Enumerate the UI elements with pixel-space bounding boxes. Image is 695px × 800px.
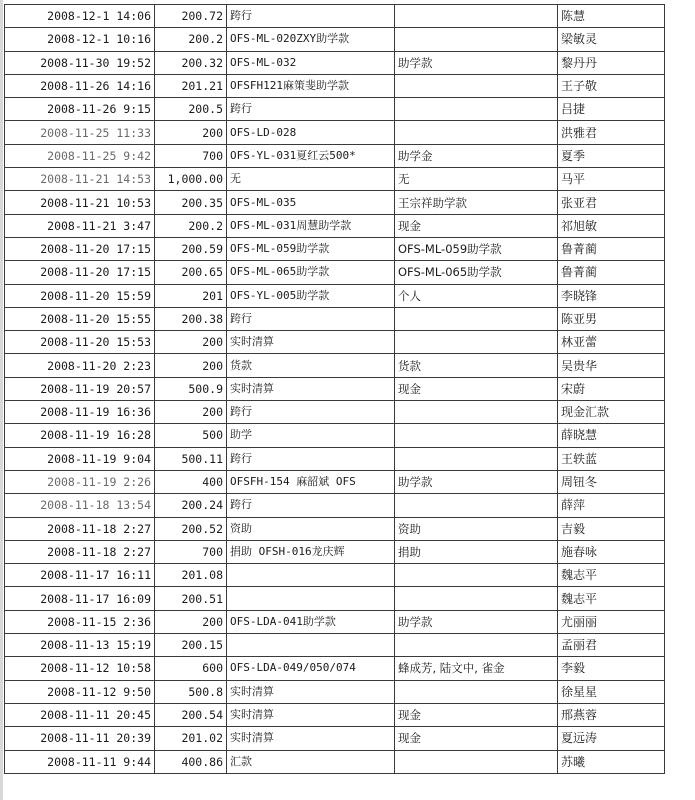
- payer-name-cell: 梁敏灵: [558, 28, 665, 51]
- purpose-cell: 现金: [395, 377, 558, 400]
- description-cell: 助学: [227, 424, 395, 447]
- table-row: [5, 191, 665, 214]
- purpose-cell: 资助: [395, 517, 558, 540]
- description-cell: OFS-ML-065助学款: [227, 261, 395, 284]
- transaction-time-cell: 2008-11-19 16:36: [5, 401, 155, 424]
- amount-cell: 600: [155, 657, 227, 680]
- table-row: [5, 307, 665, 330]
- amount-cell: 200: [155, 610, 227, 633]
- purpose-cell: 货款: [395, 354, 558, 377]
- transaction-time-cell: 2008-11-12 10:58: [5, 657, 155, 680]
- amount-cell: 200.38: [155, 307, 227, 330]
- description-cell: OFS-ML-020ZXY助学款: [227, 28, 395, 51]
- description-cell: 跨行: [227, 307, 395, 330]
- purpose-cell: [395, 307, 558, 330]
- table-row: [5, 634, 665, 657]
- payer-name-cell: 马平: [558, 168, 665, 191]
- description-cell: 跨行: [227, 5, 395, 28]
- description-cell: OFS-YL-005助学款: [227, 284, 395, 307]
- payer-name-cell: 苏曦: [558, 750, 665, 773]
- purpose-cell: 个人: [395, 284, 558, 307]
- amount-cell: 200.72: [155, 5, 227, 28]
- table-row: [5, 517, 665, 540]
- payer-name-cell: 现金汇款: [558, 401, 665, 424]
- purpose-cell: 助学金: [395, 144, 558, 167]
- transaction-time-cell: 2008-11-30 19:52: [5, 51, 155, 74]
- table-row: [5, 121, 665, 144]
- payer-name-cell: 陈亚男: [558, 307, 665, 330]
- description-cell: 货款: [227, 354, 395, 377]
- transaction-time-cell: 2008-11-17 16:11: [5, 564, 155, 587]
- payer-name-cell: 薛晓慧: [558, 424, 665, 447]
- description-cell: 跨行: [227, 447, 395, 470]
- transaction-time-cell: 2008-11-20 15:59: [5, 284, 155, 307]
- payer-name-cell: 鲁菁蔺: [558, 261, 665, 284]
- purpose-cell: [395, 98, 558, 121]
- description-cell: 汇款: [227, 750, 395, 773]
- transaction-time-cell: 2008-11-18 13:54: [5, 494, 155, 517]
- payer-name-cell: 洪雅君: [558, 121, 665, 144]
- transaction-time-cell: 2008-11-18 2:27: [5, 517, 155, 540]
- transaction-time-cell: 2008-11-21 10:53: [5, 191, 155, 214]
- purpose-cell: [395, 634, 558, 657]
- description-cell: 实时清算: [227, 703, 395, 726]
- purpose-cell: 王宗祥助学款: [395, 191, 558, 214]
- transaction-time-cell: 2008-11-21 3:47: [5, 214, 155, 237]
- transaction-time-cell: 2008-11-13 15:19: [5, 634, 155, 657]
- payer-name-cell: 尤丽丽: [558, 610, 665, 633]
- payer-name-cell: 施春咏: [558, 540, 665, 563]
- payer-name-cell: 吉毅: [558, 517, 665, 540]
- amount-cell: 200.35: [155, 191, 227, 214]
- description-cell: [227, 634, 395, 657]
- description-cell: 实时清算: [227, 331, 395, 354]
- table-row: [5, 610, 665, 633]
- purpose-cell: [395, 680, 558, 703]
- amount-cell: 200.24: [155, 494, 227, 517]
- payer-name-cell: 王子敬: [558, 74, 665, 97]
- purpose-cell: [395, 447, 558, 470]
- description-cell: 捐助 OFSH-016龙庆辉: [227, 540, 395, 563]
- transaction-time-cell: 2008-11-25 9:42: [5, 144, 155, 167]
- description-cell: OFS-ML-032: [227, 51, 395, 74]
- purpose-cell: [395, 494, 558, 517]
- table-row: [5, 237, 665, 260]
- amount-cell: 200.52: [155, 517, 227, 540]
- payer-name-cell: 黎丹丹: [558, 51, 665, 74]
- amount-cell: 500.8: [155, 680, 227, 703]
- payer-name-cell: 吕捷: [558, 98, 665, 121]
- description-cell: OFS-ML-035: [227, 191, 395, 214]
- amount-cell: 200: [155, 354, 227, 377]
- table-row: [5, 354, 665, 377]
- amount-cell: 200.65: [155, 261, 227, 284]
- payer-name-cell: 周钮冬: [558, 470, 665, 493]
- purpose-cell: [395, 5, 558, 28]
- transaction-time-cell: 2008-12-1 10:16: [5, 28, 155, 51]
- transaction-time-cell: 2008-11-11 9:44: [5, 750, 155, 773]
- description-cell: [227, 587, 395, 610]
- table-row: [5, 447, 665, 470]
- table-row: [5, 144, 665, 167]
- description-cell: OFS-ML-059助学款: [227, 237, 395, 260]
- payer-name-cell: 夏远涛: [558, 727, 665, 750]
- transaction-time-cell: 2008-11-19 9:04: [5, 447, 155, 470]
- description-cell: OFS-YL-031夏红云500*: [227, 144, 395, 167]
- payer-name-cell: 邢燕蓉: [558, 703, 665, 726]
- amount-cell: 200.2: [155, 214, 227, 237]
- table-row: [5, 727, 665, 750]
- payer-name-cell: 徐星星: [558, 680, 665, 703]
- purpose-cell: 现金: [395, 727, 558, 750]
- transaction-time-cell: 2008-11-15 2:36: [5, 610, 155, 633]
- description-cell: OFSFH-154 麻韶斌 OFS: [227, 470, 395, 493]
- payer-name-cell: 鲁菁蔺: [558, 237, 665, 260]
- description-cell: OFS-ML-031周慧助学款: [227, 214, 395, 237]
- description-cell: 跨行: [227, 494, 395, 517]
- transaction-time-cell: 2008-12-1 14:06: [5, 5, 155, 28]
- amount-cell: 201.21: [155, 74, 227, 97]
- transaction-time-cell: 2008-11-26 9:15: [5, 98, 155, 121]
- purpose-cell: 助学款: [395, 610, 558, 633]
- table-row: [5, 284, 665, 307]
- purpose-cell: [395, 331, 558, 354]
- table-row: [5, 587, 665, 610]
- transaction-time-cell: 2008-11-12 9:50: [5, 680, 155, 703]
- purpose-cell: 蜂成芳, 陆文中, 雀金: [395, 657, 558, 680]
- amount-cell: 200.15: [155, 634, 227, 657]
- description-cell: 实时清算: [227, 727, 395, 750]
- payer-name-cell: 陈慧: [558, 5, 665, 28]
- purpose-cell: [395, 121, 558, 144]
- transaction-time-cell: 2008-11-11 20:39: [5, 727, 155, 750]
- payer-name-cell: 宋蔚: [558, 377, 665, 400]
- purpose-cell: [395, 28, 558, 51]
- description-cell: OFS-LD-028: [227, 121, 395, 144]
- amount-cell: 1,000.00: [155, 168, 227, 191]
- table-row: [5, 657, 665, 680]
- amount-cell: 200.51: [155, 587, 227, 610]
- table-row: [5, 564, 665, 587]
- purpose-cell: [395, 750, 558, 773]
- table-row: [5, 74, 665, 97]
- table-row: [5, 470, 665, 493]
- description-cell: 无: [227, 168, 395, 191]
- purpose-cell: 无: [395, 168, 558, 191]
- payer-name-cell: 李晓锋: [558, 284, 665, 307]
- amount-cell: 700: [155, 540, 227, 563]
- amount-cell: 201.02: [155, 727, 227, 750]
- table-row: [5, 214, 665, 237]
- transaction-time-cell: 2008-11-18 2:27: [5, 540, 155, 563]
- purpose-cell: OFS-ML-065助学款: [395, 261, 558, 284]
- amount-cell: 700: [155, 144, 227, 167]
- transaction-time-cell: 2008-11-20 15:55: [5, 307, 155, 330]
- description-cell: 资助: [227, 517, 395, 540]
- purpose-cell: OFS-ML-059助学款: [395, 237, 558, 260]
- payer-name-cell: 王轶蓝: [558, 447, 665, 470]
- amount-cell: 200.5: [155, 98, 227, 121]
- payer-name-cell: 林亚蕾: [558, 331, 665, 354]
- ledger-body: [5, 5, 665, 774]
- description-cell: 实时清算: [227, 680, 395, 703]
- payer-name-cell: 孟丽君: [558, 634, 665, 657]
- description-cell: 跨行: [227, 401, 395, 424]
- transaction-time-cell: 2008-11-19 16:28: [5, 424, 155, 447]
- purpose-cell: 捐助: [395, 540, 558, 563]
- description-cell: 实时清算: [227, 377, 395, 400]
- donation-ledger-table: [4, 4, 665, 774]
- transaction-time-cell: 2008-11-21 14:53: [5, 168, 155, 191]
- amount-cell: 200: [155, 331, 227, 354]
- amount-cell: 400.86: [155, 750, 227, 773]
- payer-name-cell: 夏季: [558, 144, 665, 167]
- purpose-cell: [395, 564, 558, 587]
- amount-cell: 201: [155, 284, 227, 307]
- transaction-time-cell: 2008-11-19 20:57: [5, 377, 155, 400]
- payer-name-cell: 李毅: [558, 657, 665, 680]
- description-cell: OFSFH121麻策斐助学款: [227, 74, 395, 97]
- amount-cell: 200: [155, 121, 227, 144]
- amount-cell: 200.54: [155, 703, 227, 726]
- payer-name-cell: 魏志平: [558, 564, 665, 587]
- description-cell: OFS-LDA-041助学款: [227, 610, 395, 633]
- description-cell: [227, 564, 395, 587]
- transaction-time-cell: 2008-11-19 2:26: [5, 470, 155, 493]
- amount-cell: 500.9: [155, 377, 227, 400]
- transaction-time-cell: 2008-11-20 2:23: [5, 354, 155, 377]
- payer-name-cell: 张亚君: [558, 191, 665, 214]
- table-row: [5, 703, 665, 726]
- table-row: [5, 494, 665, 517]
- amount-cell: 400: [155, 470, 227, 493]
- payer-name-cell: 祁旭敏: [558, 214, 665, 237]
- transaction-time-cell: 2008-11-20 17:15: [5, 261, 155, 284]
- transaction-time-cell: 2008-11-20 15:53: [5, 331, 155, 354]
- amount-cell: 500.11: [155, 447, 227, 470]
- table-row: [5, 331, 665, 354]
- description-cell: 跨行: [227, 98, 395, 121]
- transaction-time-cell: 2008-11-11 20:45: [5, 703, 155, 726]
- purpose-cell: 现金: [395, 703, 558, 726]
- purpose-cell: [395, 424, 558, 447]
- table-row: [5, 5, 665, 28]
- table-row: [5, 680, 665, 703]
- transaction-time-cell: 2008-11-17 16:09: [5, 587, 155, 610]
- amount-cell: 500: [155, 424, 227, 447]
- table-row: [5, 168, 665, 191]
- table-row: [5, 98, 665, 121]
- amount-cell: 200.2: [155, 28, 227, 51]
- purpose-cell: 助学款: [395, 51, 558, 74]
- purpose-cell: 现金: [395, 214, 558, 237]
- transaction-time-cell: 2008-11-20 17:15: [5, 237, 155, 260]
- table-row: [5, 540, 665, 563]
- amount-cell: 200.32: [155, 51, 227, 74]
- amount-cell: 201.08: [155, 564, 227, 587]
- amount-cell: 200.59: [155, 237, 227, 260]
- payer-name-cell: 薛萍: [558, 494, 665, 517]
- table-row: [5, 51, 665, 74]
- scan-edge: [0, 0, 3, 800]
- purpose-cell: [395, 401, 558, 424]
- table-row: [5, 261, 665, 284]
- amount-cell: 200: [155, 401, 227, 424]
- table-row: [5, 401, 665, 424]
- transaction-time-cell: 2008-11-25 11:33: [5, 121, 155, 144]
- payer-name-cell: 魏志平: [558, 587, 665, 610]
- table-row: [5, 424, 665, 447]
- purpose-cell: [395, 587, 558, 610]
- purpose-cell: 助学款: [395, 470, 558, 493]
- table-row: [5, 377, 665, 400]
- table-row: [5, 750, 665, 773]
- description-cell: OFS-LDA-049/050/074: [227, 657, 395, 680]
- transaction-time-cell: 2008-11-26 14:16: [5, 74, 155, 97]
- table-row: [5, 28, 665, 51]
- payer-name-cell: 吴贵华: [558, 354, 665, 377]
- purpose-cell: [395, 74, 558, 97]
